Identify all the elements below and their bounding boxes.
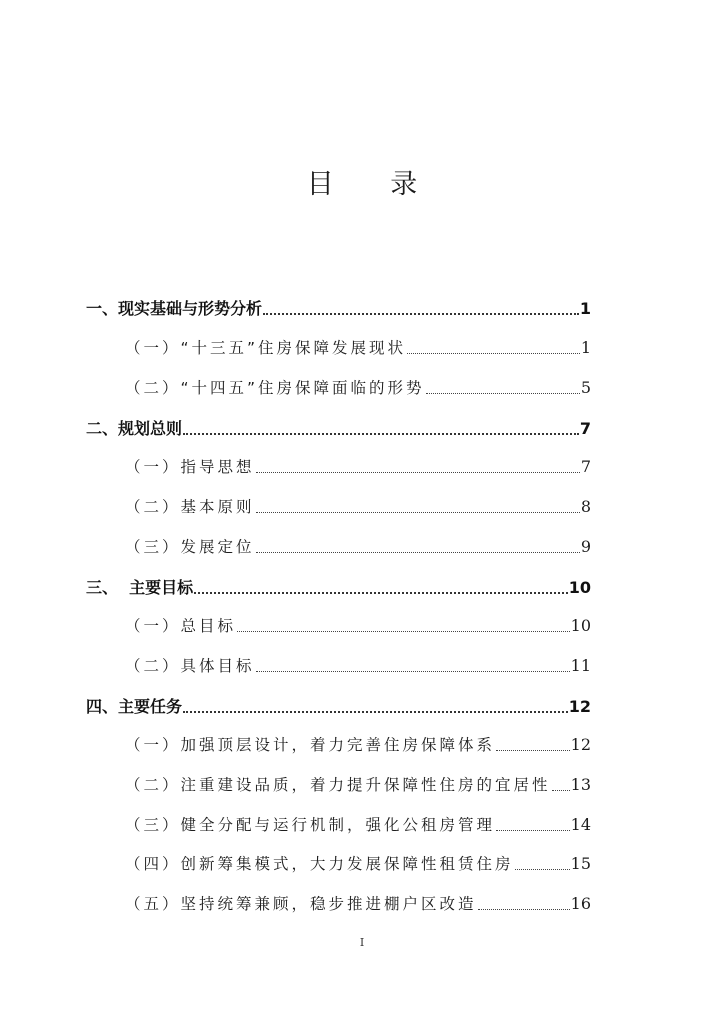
toc-entry-label: 三、 主要目标	[86, 578, 194, 597]
toc-leader-dots	[478, 909, 570, 910]
toc-entry-label: （一）加强顶层设计，着力完善住房保障体系	[125, 736, 496, 754]
toc-entry-label: （四）创新筹集模式，大力发展保障性租赁住房	[125, 855, 514, 873]
toc-entry-label: 四、主要任务	[86, 697, 183, 716]
toc-entry-label: （一）“十三五”住房保障发展现状	[125, 339, 407, 357]
page-number: I	[359, 936, 365, 949]
toc-entry-page: 8	[580, 497, 591, 516]
toc-entry[interactable]	[86, 694, 591, 717]
toc-entry[interactable]	[125, 495, 591, 517]
toc-leader-dots	[256, 472, 580, 473]
toc-entry-page: 9	[580, 537, 591, 556]
toc-entry[interactable]	[125, 376, 591, 398]
toc-leader-dots	[183, 711, 568, 713]
toc-leader-dots	[256, 671, 570, 672]
toc-entry[interactable]	[86, 416, 591, 439]
toc-leader-dots	[407, 353, 580, 354]
toc-entry-label: （二）基本原则	[125, 498, 255, 516]
toc-entry-page: 1	[580, 338, 591, 357]
toc-entry-label: （五）坚持统筹兼顾，稳步推进棚户区改造	[125, 895, 477, 913]
toc-entry-label: （三）发展定位	[125, 538, 255, 556]
toc-entry[interactable]	[125, 773, 591, 795]
toc-entry-page: 15	[570, 854, 591, 873]
toc-entry[interactable]	[125, 733, 591, 755]
toc-entry-page: 10	[570, 616, 591, 635]
toc-entry-label: （三）健全分配与运行机制，强化公租房管理	[125, 816, 496, 834]
toc-entry-label: （二）具体目标	[125, 657, 255, 675]
toc-entry-page: 10	[568, 578, 591, 597]
toc-entry[interactable]	[125, 813, 591, 835]
toc-entry-page: 11	[570, 656, 591, 675]
toc-entry-label: 一、现实基础与形势分析	[86, 299, 263, 318]
toc-entry-page: 7	[579, 419, 591, 438]
page-title: 目 录	[306, 169, 442, 200]
toc-entry-page: 7	[580, 457, 591, 476]
toc-entry[interactable]	[125, 654, 591, 676]
toc-entry[interactable]	[86, 296, 591, 319]
toc-leader-dots	[256, 552, 580, 553]
toc-entry-page: 5	[580, 378, 591, 397]
toc-entry[interactable]	[86, 575, 591, 598]
toc-leader-dots	[183, 433, 579, 435]
toc-entry-page: 13	[570, 775, 591, 794]
toc-leader-dots	[552, 790, 570, 791]
toc-entry[interactable]	[125, 852, 591, 874]
toc-entry-label: （一）总目标	[125, 617, 237, 635]
toc-entry-label: 二、规划总则	[86, 419, 183, 438]
toc-entry[interactable]	[125, 614, 591, 636]
toc-entry-page: 1	[579, 299, 591, 318]
toc-entry[interactable]	[125, 892, 591, 914]
toc-entry[interactable]	[125, 455, 591, 477]
toc-entry-page: 14	[570, 815, 591, 834]
toc-leader-dots	[256, 512, 580, 513]
toc-leader-dots	[194, 592, 568, 594]
toc-entry-label: （一）指导思想	[125, 458, 255, 476]
toc-entry-label: （二）“十四五”住房保障面临的形势	[125, 379, 425, 397]
toc-entry-page: 12	[570, 735, 591, 754]
toc-entry-page: 12	[568, 697, 591, 716]
toc-entry[interactable]	[125, 336, 591, 358]
toc-leader-dots	[496, 750, 570, 751]
toc-entry-label: （二）注重建设品质，着力提升保障性住房的宜居性	[125, 776, 551, 794]
toc-leader-dots	[496, 830, 570, 831]
toc-leader-dots	[237, 631, 570, 632]
toc-entry[interactable]	[125, 535, 591, 557]
toc-entry-page: 16	[570, 894, 591, 913]
toc-leader-dots	[426, 393, 580, 394]
toc-leader-dots	[263, 313, 579, 315]
toc-leader-dots	[515, 869, 570, 870]
